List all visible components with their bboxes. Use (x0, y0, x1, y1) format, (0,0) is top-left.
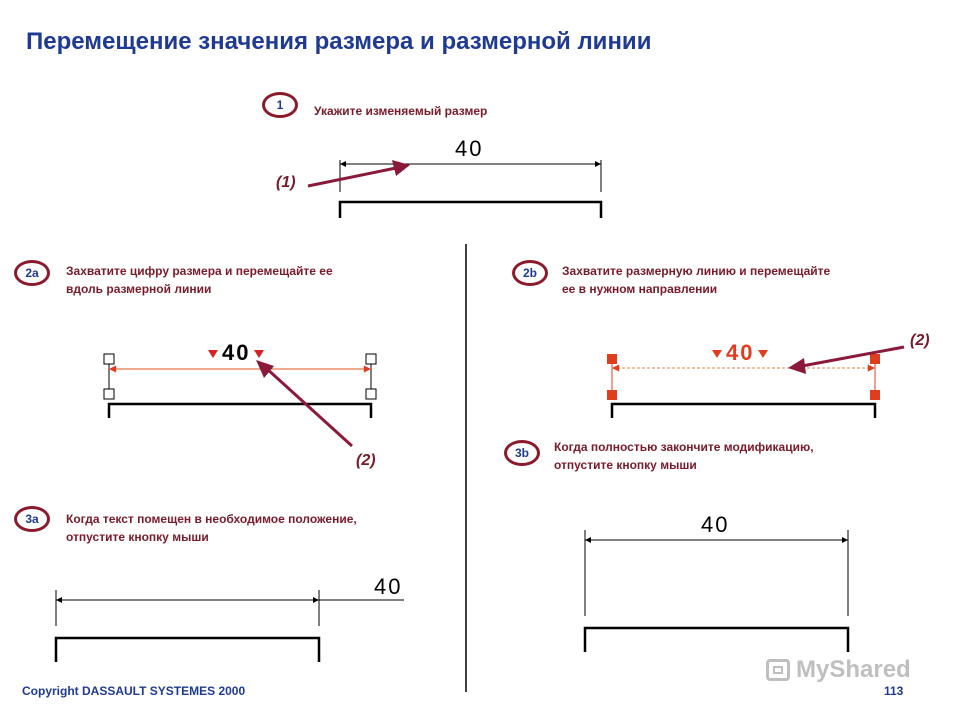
watermark-text: MyShared (796, 656, 911, 683)
dimension-value-2b[interactable]: 40 (726, 340, 755, 365)
drag-handle-right-icon[interactable] (758, 350, 768, 358)
dimension-value-1: 40 (455, 136, 484, 161)
dimension-value-2a-group[interactable] (204, 340, 268, 366)
step-badge-2b: 2b (512, 260, 548, 286)
dimension-value-2a[interactable]: 40 (222, 340, 251, 365)
watermark-logo-icon (766, 659, 790, 681)
step-badge-1: 1 (262, 92, 298, 118)
callout-label-1: (1) (276, 174, 296, 191)
step-3a-drawing (56, 590, 404, 662)
drag-handle-right-icon[interactable] (254, 350, 264, 358)
page-number: 113 (884, 684, 904, 698)
step-2b-line-2: ее в нужном направлении (562, 282, 718, 296)
step-1-instruction: Укажите изменяемый размер (314, 104, 488, 118)
step-3b-drawing (585, 530, 848, 652)
step-badge-3b: 3b (504, 440, 540, 466)
step-2a-line-2: вдоль размерной линии (66, 282, 212, 296)
step-1-drawing (340, 160, 601, 218)
callout-arrow-2b (788, 347, 904, 374)
step-badge-2a: 2a (14, 260, 50, 286)
drag-handle-left-icon[interactable] (208, 350, 218, 358)
step-3b-line-2: отпустите кнопку мыши (554, 458, 697, 472)
callout-label-2a: (2) (356, 452, 376, 469)
step-3a-line-2: отпустите кнопку мыши (66, 530, 209, 544)
callout-label-2b: (2) (910, 332, 930, 349)
step-3a-line-1: Когда текст помещен в необходимое положение, (66, 512, 357, 526)
page-title: Перемещение значения размера и размерной линии (26, 28, 652, 55)
watermark (766, 656, 911, 684)
step-2a-line-1: Захватите цифру размера и перемещайте ее (66, 264, 333, 278)
step-2b-line-1: Захватите размерную линию и перемещайте (562, 264, 831, 278)
dimension-value-2b-group[interactable] (708, 340, 772, 366)
step-3b-line-1: Когда полностью закончите модификацию, (554, 440, 814, 454)
copyright-text: Copyright DASSAULT SYSTEMES 2000 (22, 684, 246, 698)
drag-handle-left-icon[interactable] (712, 350, 722, 358)
dimension-value-3b: 40 (701, 512, 730, 537)
step-badge-3a: 3a (14, 506, 50, 532)
dimension-value-3a: 40 (374, 574, 403, 599)
